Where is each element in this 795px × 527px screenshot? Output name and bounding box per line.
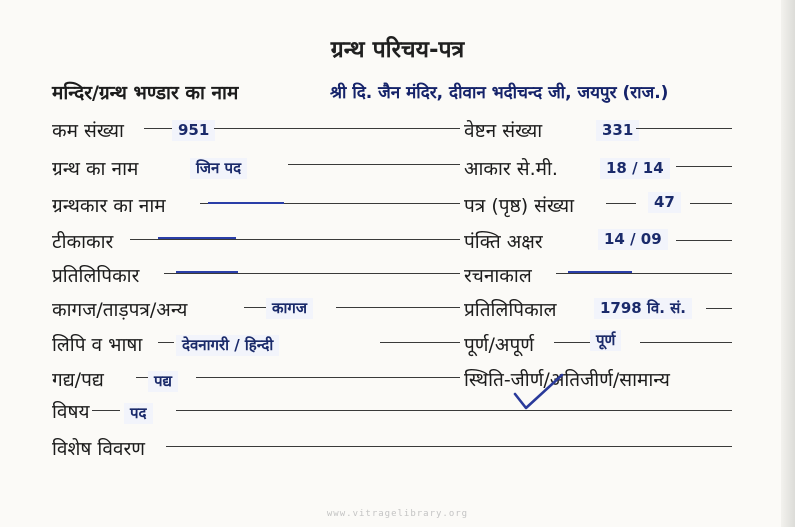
copyist-rule [164,273,460,274]
script-language-label: लिपि व भाषा [52,334,143,356]
script-language-value: देवनागरी / हिन्दी [176,335,279,356]
copyist-label: प्रतिलिपिकार [52,265,140,287]
commentator-rule [130,239,460,240]
subject-label: विषय [52,401,90,423]
material-label: कागज/ताड़पत्र/अन्य [52,299,188,321]
wrapper-no-rule [636,128,732,129]
checkmark-icon [512,372,564,412]
copyist-blank-mark [176,271,238,273]
library-value: श्री दि. जैन मंदिर, दीवान भदीचन्द जी, जयपुर (राज.) [330,83,669,103]
material-value: कागज [266,298,313,319]
special-details-label: विशेष विवरण [52,438,145,460]
prose-verse-rule-b [196,377,460,378]
copy-period-value: 1798 वि. सं. [594,298,692,319]
condition-label: स्थिति-जीर्ण/अतिजीर्ण/सामान्य [464,369,670,391]
library-label: मन्दिर/ग्रन्थ भण्डार का नाम [52,82,239,104]
serial-no-rule-a [144,128,172,129]
size-value: 18 / 14 [600,158,670,179]
prose-verse-label: गद्य/पद्य [52,369,104,391]
subject-rule-b [176,410,732,411]
serial-no-label: कम संख्या [52,120,124,142]
wrapper-no-label: वेष्टन संख्या [464,120,543,142]
line-letters-value: 14 / 09 [598,229,668,250]
line-letters-rule [676,240,732,241]
page-count-label: पत्र (पृष्ठ) संख्या [464,195,575,217]
commentator-label: टीकाकार [52,231,114,253]
card-edge-shadow [781,0,795,527]
subject-value: पद [124,403,153,424]
book-name-label: ग्रन्थ का नाम [52,158,139,180]
author-blank-mark [208,202,284,204]
completeness-rule-b [640,342,732,343]
commentator-blank-mark [158,237,236,239]
completeness-rule-a [554,342,590,343]
composition-rule [556,273,732,274]
copy-period-label: प्रतिलिपिकाल [464,299,557,321]
completeness-value: पूर्ण [590,330,621,351]
material-rule-a [244,307,266,308]
copy-period-rule [706,308,732,309]
special-details-rule [166,446,732,447]
card-title: ग्रन्थ परिचय-पत्र [330,37,465,63]
composition-blank-mark [568,271,632,273]
subject-rule-a [92,410,120,411]
size-rule [676,166,732,167]
composition-label: रचनाकाल [464,265,532,287]
serial-no-value: 951 [172,120,215,141]
line-letters-label: पंक्ति अक्षर [464,231,543,253]
page-count-rule-b [690,203,732,204]
book-name-value: जिन पद [190,158,247,179]
completeness-label: पूर्ण/अपूर्ण [464,334,534,356]
prose-verse-rule-a [136,377,148,378]
wrapper-no-value: 331 [596,120,639,141]
material-rule-b [336,307,460,308]
size-label: आकार से.मी. [464,158,558,180]
script-language-rule-a [158,342,174,343]
serial-no-rule-b [214,128,460,129]
book-name-rule [288,164,460,165]
watermark: www.vitragelibrary.org [326,509,469,519]
page-count-rule-a [606,203,636,204]
page-count-value: 47 [648,192,681,213]
prose-verse-value: पद्य [148,371,178,392]
script-language-rule-b [380,342,460,343]
author-label: ग्रन्थकार का नाम [52,195,166,217]
